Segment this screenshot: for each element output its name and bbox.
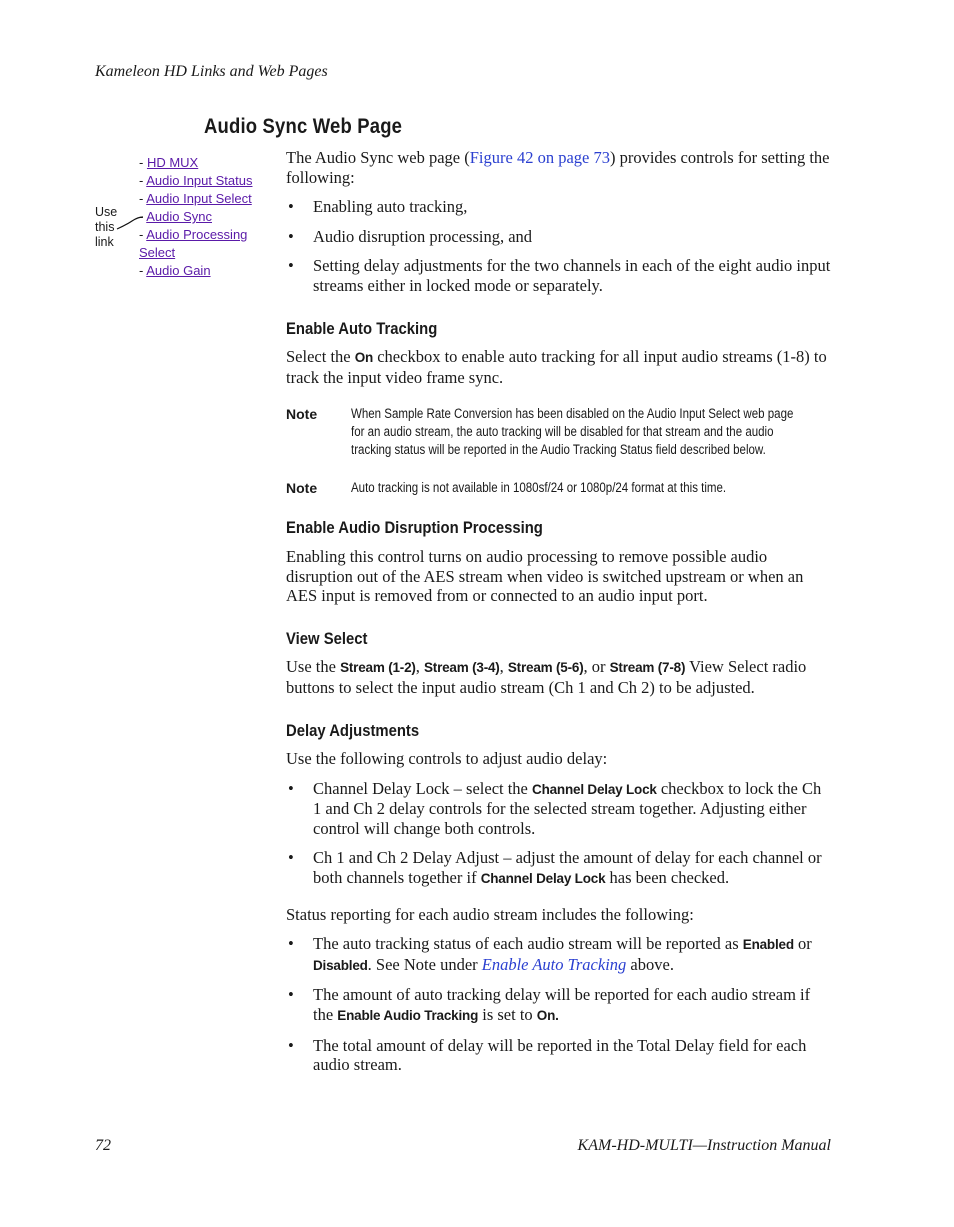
list-item: • Channel Delay Lock – select the Channel Delay Lock checkbox to lock the Ch 1 and Ch 2 delay controls for the selected stream together. Adjusting either control will change both controls. — [288, 778, 822, 838]
intro-paragraph: The Audio Sync web page (Figure 42 on page 73) provides controls for setting the following: — [286, 148, 830, 187]
delay-intro: Use the following controls to adjust audio delay: — [286, 749, 608, 769]
nav-link-audio-input-status[interactable]: Audio Input Status — [146, 173, 253, 188]
section-title: Audio Sync Web Page — [204, 115, 403, 138]
nav-dash: - — [139, 191, 147, 206]
note-2 — [286, 479, 831, 497]
nav-dash: - — [139, 209, 147, 224]
nav-link-audio-input-select[interactable]: Audio Input Select — [146, 191, 252, 206]
nav-link-audio-processing-select-cont[interactable]: Select — [139, 245, 176, 260]
nav-link-audio-gain[interactable]: Audio Gain — [146, 263, 211, 278]
manual-title: KAM-HD-MULTI—Instruction Manual — [577, 1137, 831, 1154]
list-item: • Ch 1 and Ch 2 Delay Adjust – adjust the amount of delay for each channel or both channels together if Channel Delay Lock has been checked. — [288, 848, 822, 888]
list-item: • The total amount of delay will be reported in the Total Delay field for each audio stream. — [288, 1035, 807, 1075]
page-number: 72 — [95, 1137, 111, 1154]
figure-link[interactable]: Figure 42 on page 73 — [469, 148, 610, 167]
list-item: • The amount of auto tracking delay will be reported for each audio stream if the Enable Audio Tracking is set to On. — [288, 985, 811, 1025]
main-body — [286, 148, 831, 1085]
running-header: Kameleon HD Links and Web Pages — [95, 63, 328, 80]
heading-enable-audio-disruption: Enable Audio Disruption Processing — [286, 519, 543, 538]
web-page-nav — [139, 154, 269, 280]
nav-link-audio-processing-select[interactable]: Audio Processing — [146, 227, 248, 242]
enable-auto-tracking-link[interactable]: Enable Auto Tracking — [481, 954, 627, 974]
note-text: Auto tracking is not available in 1080sf/24 or 1080p/24 format at this time. — [351, 480, 727, 496]
list-item: • Enabling auto tracking, — [288, 197, 468, 217]
list-item: • The auto tracking status of each audio stream will be reported as Enabled or Disabled. See Note under Enable Auto Tracking above. — [288, 934, 812, 974]
callout-line-1: Use — [95, 205, 118, 219]
nav-link-hd-mux[interactable]: HD MUX — [146, 155, 199, 170]
nav-dash: - — [139, 155, 147, 170]
view-select-paragraph: Use the Stream (1-2), Stream (3-4), Stream (5-6), or Stream (7-8) View Select radio buttons to select the input audio stream (Ch 1 and Ch 2) to be adjusted. — [286, 657, 807, 697]
callout-line-2: this — [95, 220, 115, 234]
auto-tracking-paragraph: Select the On checkbox to enable auto tracking for all input audio streams (1-8) to track the input video frame sync. — [286, 347, 827, 387]
disruption-paragraph: Enabling this control turns on audio processing to remove possible audio disruption out of the AES stream when video is switched upstream or when an AES input is removed from or connected to an audio input port. — [286, 546, 804, 606]
heading-view-select: View Select — [286, 629, 368, 648]
nav-dash: - — [139, 227, 147, 242]
callout-line-3: link — [95, 235, 114, 249]
heading-enable-auto-tracking: Enable Auto Tracking — [286, 319, 438, 338]
note-label: Note — [286, 480, 318, 497]
status-intro: Status reporting for each audio stream includes the following: — [286, 904, 694, 924]
note-label: Note — [286, 406, 318, 423]
list-item: • Setting delay adjustments for the two channels in each of the eight audio input streams either in locked mode or separately. — [288, 256, 831, 295]
heading-delay-adjustments: Delay Adjustments — [286, 721, 420, 740]
note-text: When Sample Rate Conversion has been disabled on the Audio Input Select web page for an audio stream, the auto tracking will be disabled for that stream and the audio tracking status will be reported in the Audio Tracking Status field described below. — [351, 406, 794, 458]
nav-link-audio-sync[interactable]: Audio Sync — [146, 209, 212, 224]
nav-dash: - — [139, 263, 147, 278]
nav-dash: - — [139, 173, 147, 188]
list-item: • Audio disruption processing, and — [288, 226, 533, 246]
note-1 — [286, 405, 831, 459]
callout-leader-line — [116, 213, 146, 235]
callout-label — [95, 205, 117, 250]
